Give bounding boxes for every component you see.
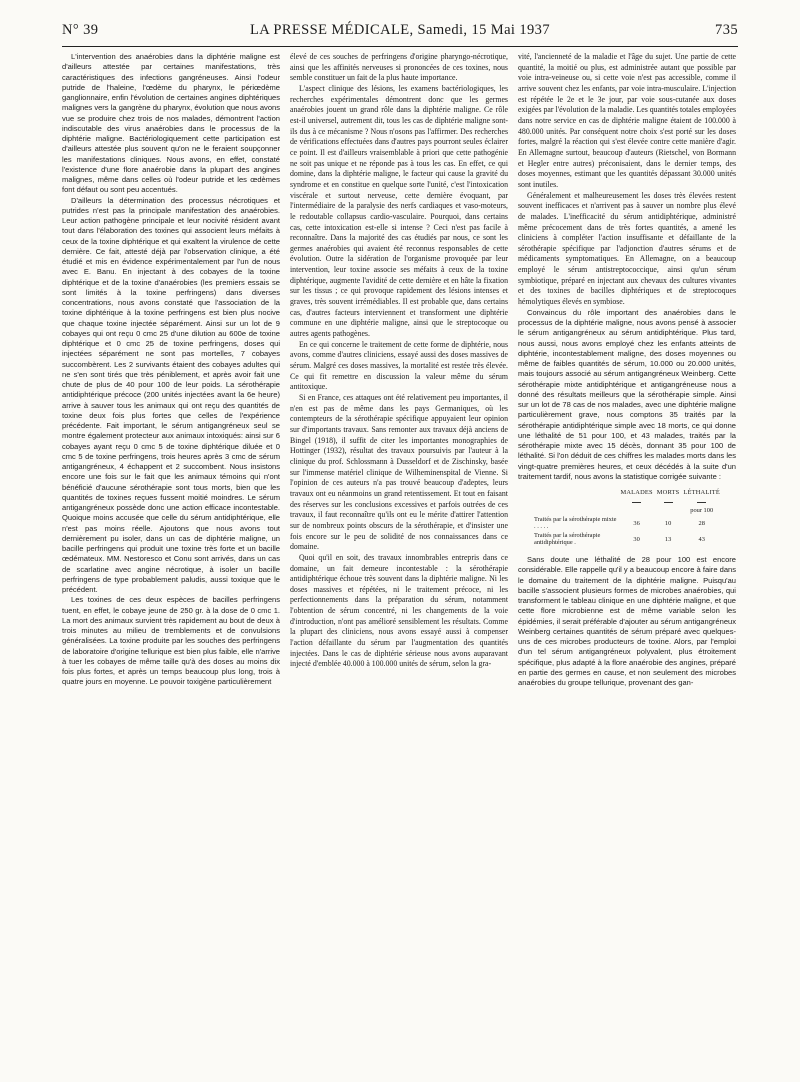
page-header [62,18,738,47]
column-3-body [518,52,736,482]
table-row [532,515,722,531]
table-row [532,531,722,547]
cell-morts: 10 [664,519,672,527]
cell-lethalite: 28 [698,519,705,527]
cell-malades: 30 [633,535,640,543]
paragraph: En ce qui concerne le traitement de cette forme de diphtérie, nous avons, comme d'autres cliniciens, essayé aussi des doses massives de sérum. Malgré ces doses massives, la mortalité est restée très élevée. Ce qui fit remettre en discussion la valeur même du sérum antitoxique. [290,339,508,392]
paragraph: Sans doute une léthalité de 28 pour 100 est encore considérable. Elle rappelle qu'il y a beaucoup encore à faire dans le domaine du traitement de la diphtérie maligne. Puisqu'au bacille s'associent plusieurs formes de microbes anaérobies, qui transforment le tableau clinique en une diphtérie maligne, et que cette flore microbienne est de même variable selon les épidémies, il serait préférable d'ajouter au sérum antigangréneux Weinberg certaines quantités de sérum préparé avec quelques-uns de ces microbes producteurs de toxine. Alors, par l'emploi d'un tel sérum antigangréneux polyvalent, plus étroitement spécifique, plus adapté à la flore anaérobie des angines, préparé en partie des germes en cause, et non seulement des microbes anaérobies du groupe tellurique, provenant des gan- [518,555,736,687]
header-lethalite: LÉTHALITÉ [683,489,720,496]
unit-label: pour 100 [690,507,714,514]
row-label: Traités par la sérothérapie antidiphtérique . [534,532,601,546]
cell-lethalite: 43 [698,535,705,543]
statistics-table [532,488,722,547]
paragraph: Les toxines de ces deux espèces de bacilles perfringens tuent, en effet, le cobaye jeune de 250 gr. à la dose de 0 cmc 1. La mort des animaux survient très rapidement au bout de deux à trois minutes au milieu de tremblements et de convulsions généralisées. La toxine produite par les souches des perfringens de laboratoire d'origine tellurique est bien plus faible, elle n'arrive à tuer les cobayes de même taille qu'à des doses au moins dix fois plus fortes, et après un temps beaucoup plus long, trois à quatre jours en moyenne. Le pouvoir toxigène particulièrement [62,595,280,687]
row-label: Traités par la sérothérapie mixte . . . . . [534,516,617,530]
paragraph: Si en France, ces attaques ont été relativement peu importantes, il n'en est pas de même dans les pays Germaniques, où les contempteurs de la sérothérapie spécifique appuyaient leur opinion sur d'importants travaux. Sans remonter aux travaux déjà anciens de Bingel (1918), il suffit de citer les importantes monographies de Hottinger (1932), résultat des travaux poursuivis par l'auteur à la clinique du prof. Schlossmann à Dusseldorf et de Zischinsky, basée sur l'immense matériel clinique de Wilheminenspital de Vienne. Si l'opinion de ces auteurs n'a pas trouvé beaucoup d'adeptes, leurs travaux ont eu néanmoins un grand retentissement. Et tout en faisant des réserves sur les conclusions excessives et parfois outrées de ces travaux, il faut reconnaître qu'ils ont eu le mérite d'attirer l'attention sur de nombreux points obscurs de la sérothérapie, et d'insister une fois encore sur le peu de solidité de nos connaissances dans ce domaine. [290,393,508,552]
page-number: 735 [715,22,738,38]
paragraph: Quoi qu'il en soit, des travaux innombrables entrepris dans ce domaine, un fait demeure incontestable : la sérothérapie antidiphtérique échoue très souvent dans la diphtérie maligne. Ni les doses massives et répétées, ni le traitement précoce, ni les perfectionnements dans la préparation du sérum, notamment l'obtention de sérum concentré, ni les changements de la voie d'introduction, n'ont pas amélioré sensiblement les résultats. Comme la plupart des cliniciens, nous avons essayé aussi à compenser l'action défaillante du sérum par l'augmentation des quantités injectées. Dans le cas de diphtérie sérieuse nous avons auparavant injecté d'emblée 40.000 à 100.000 unités de sérum, selon la gra- [290,552,508,669]
column-3 [518,52,736,1076]
paragraph: vité, l'ancienneté de la maladie et l'âge du sujet. Une partie de cette quantité, la moitié ou plus, est administrée autant que possible par voie intra-veineuse ou, si cette voie n'est pas accessible, comme il arrive souvent chez les enfants, par voie intra-musculaire. L'injection est répétée le 2e et le 3e jour, par voie sous-cutanée aux doses exigées par l'évolution de la maladie. Les quantités totales employées dans notre service en cas de diphtérie maligne étaient de 100.000 à 480.000 unités. Par conséquent notre choix s'est porté sur les doses fortes, malgré la réaction qui s'est élevée contre cette manière d'agir. En Allemagne surtout, beaucoup d'auteurs (Rietschel, von Bormann et Hegler entre autres) préconisaient, dans le dernier temps, des doses moyennes, estimant que les quantités dépassant 30.000 unités sont inutiles. [518,52,736,189]
header-morts: MORTS [656,489,680,496]
paragraph: D'ailleurs la détermination des processus nécrotiques et putrides n'est pas la principale manifestation des anaérobies. Leur action pathogène principale et leur nocivité résident avant tout dans l'élaboration des toxines qui associent leurs méfaits à ceux de la toxine diphtérique et qui exaltent la virulence de cette dernière. Ce fait, attesté déjà par l'observation clinique, a été étudié et mis en évidence expérimentalement par l'un de nous avec E. Banu. En injectant à des cobayes de la toxine diphtérique et de la toxine d'anaérobies (les premiers essais se sont limités à la toxine perfringens) dans diverses concentrations, nous avons constaté que l'association de la toxine diphtérique à la toxine perfringens est bien plus nocive que chaque toxine injectée séparément. Ainsi sur un lot de 9 cobayes qui ont reçu 0 cmc 25 d'une dilution au 600e de toxine diphtérique et 0 cmc 25 de toxine perfringens, doses qui injectées séparément ne sont pas mortelles, 7 cobayes succombèrent. Les 2 survivants étaient des cobayes adultes qui ne s'en sont tirés que très péniblement, et après avoir fait une chute de plus de 40 pour 100 de leur poids. La sérothérapie antidiphtérique précoce (200 unités injectées avant la 6e heure) arrive à sauver tous les animaux qui ont reçu des quantités de toxine deux fois plus fortes que celles de l'expérience précédente. Fait important, le sérum antigangréneux seul se montre également protecteur aux animaux intoxiqués: ainsi sur 6 cobayes ayant reçu 0 cmc 5 de toxine diphtérique diluée et 0 cmc 5 de toxine perfringens, trois heures après 3 cmc de sérum antigangréneux, 4 échappent et 2 succombent. Nous insistons encore une fois sur le fait que les animaux témoins qui n'ont bénéficié d'aucune sérothérapie sont tous morts, bien que les quantités de toxines reçues fussent moitié moindres. Le sérum antigangréneux possède donc une action efficace incontestable. Quoique moins accusée que celle du sérum antidiphtérique, elle n'est pas moins réelle. Ajoutons que nous avons tout dernièrement pu isoler, dans un cas de diphtérie maligne, un bacille perfringens qui produit une toxine très forte et un bacille œdémateux. MM. Nestoresco et Conu sont arrivés, dans un cas de scarlatine avec angine nécrotique, à isoler un bacille perfringens de type probablement paludis, aussi toxique que le précédent. [62,195,280,594]
article-columns [62,52,738,1076]
column-1 [62,52,280,1076]
paragraph: élevé de ces souches de perfringens d'origine pharyngo-nécrotique, ainsi que les affinités nerveuses si prononcées de ces toxines, nous semble constituer un fait de la plus haute importance. [290,52,508,83]
paragraph: Généralement et malheureusement les doses très élevées restent souvent inefficaces et n'arrivent pas à sauver un nombre plus élevé de malades. L'inefficacité du sérum antidiphtérique, administré même précocement dans de très fortes quantités, a amené les cliniciens à compléter l'action insuffisante et défaillante de la sérothérapie spécifique par l'adjonction d'autres sérums et de médicaments symptomatiques. En Allemagne, on a beaucoup employé le sérum antistreptococcique, ainsi qu'un sérum symbiotique, préparé en injectant aux chevaux des cultures vivantes et des toxines de bacilles diphtériques et de streptocoques hémolytiques élevés en symbiose. [518,190,736,307]
column-2 [290,52,508,1076]
paragraph: L'aspect clinique des lésions, les examens bactériologiques, les recherches expérimentales démontrent donc que les germes anaérobies jouent un grand rôle dans la diphtérie maligne. Ce rôle est-il universel, autrement dit, tous les cas de diphtérie maligne sont-ils dus à ce mécanisme ? Nous n'osons pas l'affirmer. Des recherches de vérifications effectuées dans d'autres pays pourront seules éclairer ce point. Il est d'ailleurs vraisemblable à priori que cette pathogénie ne soit pas unique et ne réponde pas à tous les cas. En effet, ce qui domine, dans la diphtérie maligne, le facteur qui cause la gravité du syndrome et en constitue en quelque sorte l'unité, c'est l'intoxication viscérale et surtout nerveuse, cette dernière évoquant, par l'intermédiaire de la paralysie des nerfs cardiaques et vaso-moteurs, le redoutable collapsus cardio-vasculaire. Pourquoi, dans certains cas, cette intoxication est-elle si intense ? Ceci n'est pas facile à reconnaître. Dans la majorité des cas étudiés par nous, ce sont les germes anaérobies qui avaient été reconnus responsables de cette évolution. Outre la sidération de l'organisme provoquée par leur intervention, leur toxine associe ses méfaits à ceux de la toxine diphtérique, augmente l'avidité de cette dernière et en hâte la fixation sur les tissus ; ce qui provoque rapidement des lésions intenses et graves, très souvent irrémédiables. Il est probable que, dans certains cas, d'autres facteurs interviennent et transforment une diphtérie commune en une diphtérie maligne, ainsi que le streptocoque ou autres agents pathogènes. [290,83,508,339]
cell-morts: 13 [664,535,672,543]
paragraph: L'intervention des anaérobies dans la diphtérie maligne est d'ailleurs attestée par certaines manifestations, très caractéristiques des infections gangréneuses. Ainsi l'odeur putride de l'haleine, l'œdème du pharynx, le périœdème ganglionnaire, enfin l'évolution de certaines angines diphtériques malignes vers la gangrène du pharynx, évolution que nous avons vue se produire chez trois de nos malades, démontrent l'action indiscutable des virus anaérobies dans le processus de la diphtérie maligne. Bactériologiquement cette participation est d'ailleurs attestée plus souvent qu'on ne le feraient soupçonner les manifestations cliniques. Nous avons, en effet, constaté l'existence d'une flore anaérobie dans la plupart des angines malignes, même dans celles où l'odeur putride et les œdèmes font défaut ou sont peu accentués. [62,52,280,195]
issue-number: N° 39 [62,22,99,38]
paragraph: Convaincus du rôle important des anaérobies dans le processus de la diphtérie maligne, nous avons pensé à associer le sérum antigangréneux au sérum antidiphtérique. Plus tard, nous aussi, nous avons employé chez les enfants atteints de diphtérie, incontestablement maligne, des doses moyennes ou même de faibles quantités de sérum, 10.000 ou 20.000 unités, mais toujours associé au sérum antigangréneux Weinberg. Cette sérothérapie mixte antidiphtérique et antigangréneuse nous a donné des résultats meilleurs que la sérothérapie simple. Ainsi sur un lot de 78 cas de nos malades, avec une diphtérie maligne particulièrement grave, nous comptons 35 traités par la sérothérapie antidiphtérique simple avec 18 morts, ce qui donne une léthalité de 51 pour 100, et 43 malades, traités par la sérothérapie mixte avec 15 décès, donnant 35 pour 100 de léthalité. Si l'on déduit de ces chiffres les malades morts dans les vingt-quatre premières heures, et ceux décédés à la suite d'un traitement tardif, nous avons la statistique corrigée suivante : [518,307,736,481]
header-malades: MALADES [620,489,653,496]
journal-title: LA PRESSE MÉDICALE, Samedi, 15 Mai 1937 [250,22,550,38]
cell-malades: 36 [633,519,640,527]
column-3-after-table [518,555,736,688]
